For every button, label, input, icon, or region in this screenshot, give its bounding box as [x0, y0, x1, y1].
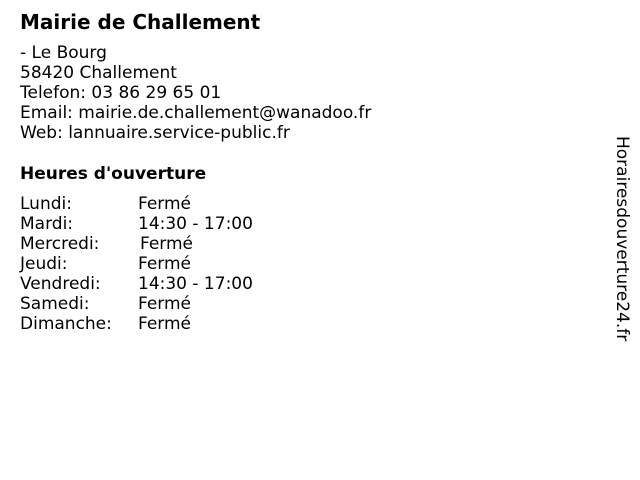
hours-time: 14:30 - 17:00 — [138, 274, 253, 294]
hours-row-mercredi — [20, 234, 320, 254]
hours-row-vendredi — [20, 274, 320, 294]
hours-time: Fermé — [138, 194, 192, 214]
hours-time: Fermé — [138, 254, 192, 274]
address-city: 58420 Challement — [20, 63, 177, 83]
address-web: Web: lannuaire.service-public.fr — [20, 123, 290, 143]
hours-day: Mardi: — [20, 214, 74, 234]
hours-row-mardi — [20, 214, 320, 234]
hours-time: 14:30 - 17:00 — [138, 214, 253, 234]
hours-day: Mercredi: — [20, 234, 100, 254]
site-watermark: Horairesdouverture24.fr — [612, 136, 632, 342]
hours-time: Fermé — [138, 314, 192, 334]
hours-row-samedi — [20, 294, 320, 314]
page-title: Mairie de Challement — [20, 10, 261, 34]
address-block — [20, 43, 371, 143]
hours-day: Samedi: — [20, 294, 90, 314]
hours-row-lundi — [20, 194, 320, 214]
hours-day: Dimanche: — [20, 314, 112, 334]
hours-day: Jeudi: — [20, 254, 68, 274]
hours-day: Vendredi: — [20, 274, 101, 294]
hours-table — [20, 194, 320, 334]
hours-row-jeudi — [20, 254, 320, 274]
hours-heading: Heures d'ouverture — [20, 164, 207, 184]
address-email: Email: mairie.de.challement@wanadoo.fr — [20, 103, 372, 123]
hours-row-dimanche — [20, 314, 320, 334]
address-phone: Telefon: 03 86 29 65 01 — [20, 83, 222, 103]
hours-day: Lundi: — [20, 194, 72, 214]
hours-time: Fermé — [140, 234, 194, 254]
address-street: - Le Bourg — [20, 43, 107, 63]
hours-time: Fermé — [138, 294, 192, 314]
